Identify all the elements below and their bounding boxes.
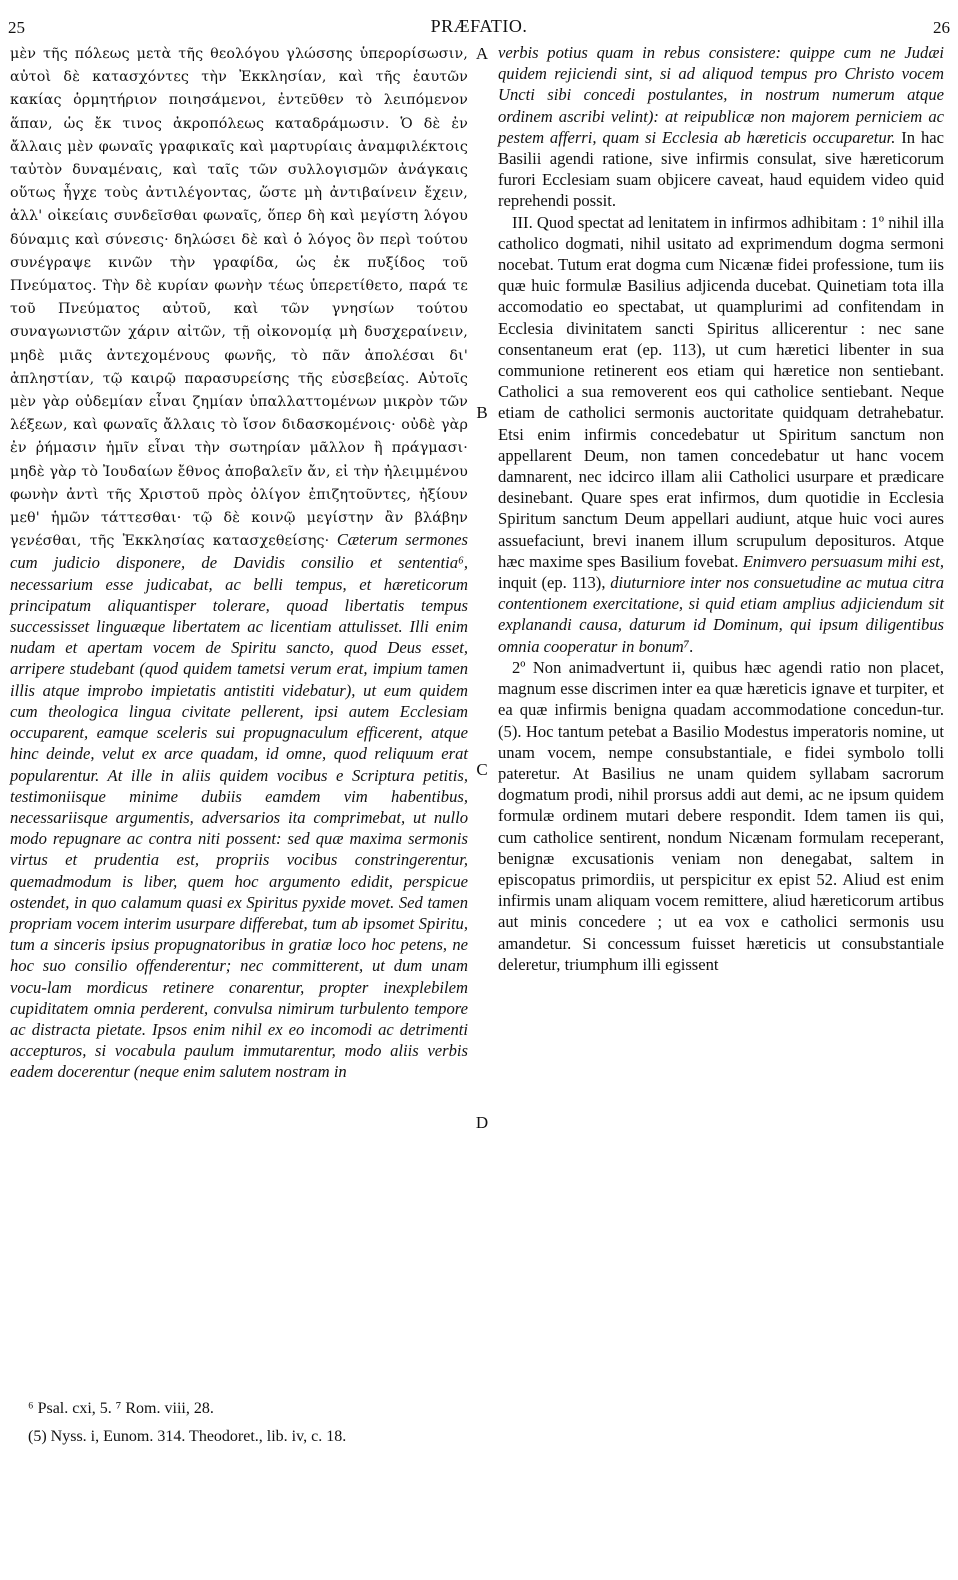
right-italic-quote: verbis potius quam in rebus consistere: quippe cum ne Judæi quidem rejiciendi sint, si ad aliquod tempus pro Christo vocem Uncti sibi concedi postulantes, in nostrum numerum atque ordinem ascribi velint): at reipublicæ non majorem perniciem ac pestem afferri, quam si Ecclesia ab hæreticis occuparetur. (498, 43, 944, 147)
running-header (8, 14, 950, 42)
left-column-text (10, 42, 468, 1083)
section-iii-text: III. Quod spectat ad lenitatem in infirmos adhibitam : 1º nihil illa catholico dogmati, nihil usitato ad exprimendum dogma sermoni nocebat. Tutum erat dogma cum Nicænæ fidei professione, tum iis quæ huic formulæ Basilius adjicenda ducebat. Quinetiam tota illa accomodatio eo spectabat, ut quamplurimi ad confitendam in Ecclesia divinitatem sancti Spiritus allicerentur : nec sane consentaneum erat (ep. 113), ut cum hæretici libenter in sua communione retinerent eos etiam qui hæretice non sentiebant. Catholici a sua removerent eos qui catholice sentiebant. Neque etiam de catholici sermonis auctoritate quidquam detrahebatur. Etsi enim infirmis concedebatur ut Spiritum sanctum non appellarent Deum, non tamen concedebatur ut hanc vocem damnarent, nec idcirco illam alii Catholici usurpare et prædicare desinebant. Quare spes erat infirmos, dum quotidie in Ecclesia Spiritum sanctum Deum appellari audiunt, atque huic voci aures assuefaciunt, brevi inanem illum scrupulum deposituros. Atque hæc maxime spes Basilium fovebat. (498, 212, 944, 571)
right-paragraph-3 (498, 657, 944, 975)
margin-letter-d: D (475, 1113, 489, 1132)
margin-letter-b: B (476, 403, 488, 422)
quote-part-b: diuturniore inter nos consuetudine ac mutua citra contentionem exercitatione, si quid etiam amplius adjiciendum sit explanandi causa, daturum id Dominum, qui ipsum diligentibus omnia cooperatur in bonum⁷. (498, 573, 944, 656)
point-2-text: 2º Non animadvertunt ii, quibus hæc agendi ratio non placet, magnum esse discrimen inter ea quæ hæreticis ignave et turpiter, et ea quæ infirmis benigna quadam accommodatione concedun-tur. (5). Hoc tantum petebat a Basilio Modestus imperatoris nomine, ut unam vocem, nempe consubstantiale, e fidei symbolo tolli pateretur. At Basilius ne unam quidem syllabam sacrorum dogmatum prodi, nihil prorsus addi aut demi, ac ne ipsum quidem formulæ ordinem mutari debere respondit. Idem tamen iis qui, cum catholice sentirent, nondum Nicænam formulam receperant, benignæ excusationis veniam non denegabat, saltem in episcopatus primordiis, ut perspicitur ex epist 52. Aliud est enim infirmis unam aliquam vocem remittere, aliud hæreticorum artibus aut minis concedere ; ut ea vox e catholici sermonis usu amandetur. Si concessum fuisset hæreticis ut consubstantiale deleretur, triumphum illi egissent (498, 657, 944, 974)
left-column (10, 42, 468, 1083)
greek-text: μὲν τῆς πόλεως μετὰ τῆς θεολόγου γλώσσης ὑπερορίσωσιν, αὐτοὶ δὲ κατασχόντες τὴν Ἐκκλησίαν, καὶ τῆς ἑαυτῶν κακίας ὁρμητήριον ποιησάμενοι, ἐντεῦθεν τὸ λειπόμενον ἅπαν, ὡς ἔκ τινος ἀκροπόλεως καταδράμωσιν. Ὁ δὲ ἐν ἄλλαις μὲν φωναῖς γραφικαῖς καὶ μαρτυρίαις ἀναμφιλέκτοις ταὐτὸν δυναμέναις, καὶ ταῖς τῶν συλλογισμῶν ἀνάγκαις οὕτως ἦγχε τοὺς ἀντιλέγοντας, ὥστε μὴ ἀντιβαίνειν ἔχειν, ἀλλ' οἰκείαις συνδεῖσθαι φωναῖς, ὅπερ δὴ καὶ μεγίστη λόγου δύναμις καὶ σύνεσις· δηλώσει δὲ καὶ ὁ λόγος ὃν περὶ τούτου συνέγραψε κινῶν τὴν γραφίδα, ὡς ἐκ πυξίδος τοῦ Πνεύματος. Τὴν δὲ κυρίαν φωνὴν τέως ὑπερετίθετο, παρά τε τοῦ Πνεύματος αὐτοῦ, καὶ τῶν γνησίων τούτου συναγωνιστῶν χάριν αἰτῶν, τῇ οἰκονομίᾳ μὴ δυσχεραίνειν, μηδὲ μιᾶς ἀντεχομένους φωνῆς, τὸ πᾶν ἀπολέσαι δι' ἀπληστίαν, τῷ καιρῷ παρασυρείσης τῆς εὐσεβείας. Αὐτοῖς μὲν γὰρ οὐδεμίαν εἶναι ζημίαν ὑπαλλαττομένων μικρὸν τῶν λέξεων, καὶ φωναῖς ἄλλαις τὸ ἴσον διδασκομένοις· οὐδὲ γὰρ ἐν ῥήμασιν ἡμῖν εἶναι τὴν σωτηρίαν μᾶλλον ἢ πράγμασι· μηδὲ γὰρ τὸ Ἰουδαίων ἔθνος ἀποβαλεῖν ἄν, εἰ τὴν ἠλειμμένου φωνὴν ἀντὶ τῆς Χριστοῦ πρὸς ὀλίγον ἐπιζητοῦντες, ἠξίουν μεθ' ἡμῶν τάττεσθαι· τῷ δὲ κοινῷ μεγίστην ἂν βλάβην γενέσθαι, τῆς Ἐκκλησίας κατασχεθείσης· (10, 46, 468, 550)
right-paragraph-2 (498, 212, 944, 657)
footnote-line-1: ⁶ Psal. cxi, 5. ⁷ Rom. viii, 28. (28, 1400, 214, 1417)
right-paragraph-1 (498, 42, 944, 212)
footnote-line-2: (5) Nyss. i, Eunom. 314. Theodoret., lib. iv, c. 18. (28, 1428, 347, 1445)
quote-citation: inquit (ep. 113), (498, 573, 606, 593)
page-number-right: 26 (933, 18, 950, 37)
latin-translation-text: Cæterum sermones cum judicio disponere, de Davidis consilio et sententia⁶, necessarium esse judicabat, ac belli tempus, et hæreticorum principatum aliquantisper tolerare, quoad libertatis tempus successisset linguæque libertatem ac licentiam attulisset. Illi enim nudam et apertam vocem de Spiritu sancto, quod Deus esset, arripere studebant (quod quidem tametsi verum erat, impium tamen illis atque improbo impietatis antistiti videbatur), ut eum quidem cum theologica lingua civitate pellerent, ipsi autem Ecclesiam occuparent, eamque sceleris sui propugnaculum efficerent, atque hinc deinde, velut ex arce quadam, id omne, quod reliquum erat popularentur. At ille in aliis quidem vocibus e Scriptura petitis, testimoniisque minime dubiis eamdem vim habentibus, necessariisque argumentis, adversarios ita comprimebat, ut nullo modo repugnare ac contra niti possent: sed quæ maxima sermonis virtus et prudentia est, propriis vocibus constringerentur, quemadmodum is liber, quem hoc argumento edidit, perspicue ostendet, in quo calamum quasi ex Spiritus pyxide movet. Sed tamen propriam vocem interim usurpare differebat, tum ab ipsomet Spiritu, tum a sinceris ipsius propugnatoribus in gratiæ loco hoc petens, ne hoc suo consilio offenderentur; nec committerent, ut dum unam vocu-lam mordicus retinere conarentur, propter inexplebilem cupiditatem omnia perderent, convulsa nimirum turbulento tempore ac distracta pietate. Ipsos enim nihil ex eo incomodi ac detrimenti accepturos, si vocabula paulum immutarentur, modo aliis verbis eadem docerentur (neque enim salutem nostram in (10, 530, 468, 1082)
right-roman-text: In hac Basilii agendi ratione, sive infirmis consulat, sive hæreticorum furori Ecclesiam suam objicere caveat, haud equidem video quid reprehendi possit. (498, 127, 944, 211)
quote-part-a: Enimvero persuasum mihi est, (738, 551, 945, 571)
page-number-left: 25 (8, 18, 25, 37)
margin-letter-a: A (475, 44, 489, 63)
margin-letter-c: C (476, 760, 488, 779)
running-title: PRÆFATIO. (430, 16, 528, 36)
right-column (498, 42, 944, 975)
footnotes (28, 1395, 346, 1451)
